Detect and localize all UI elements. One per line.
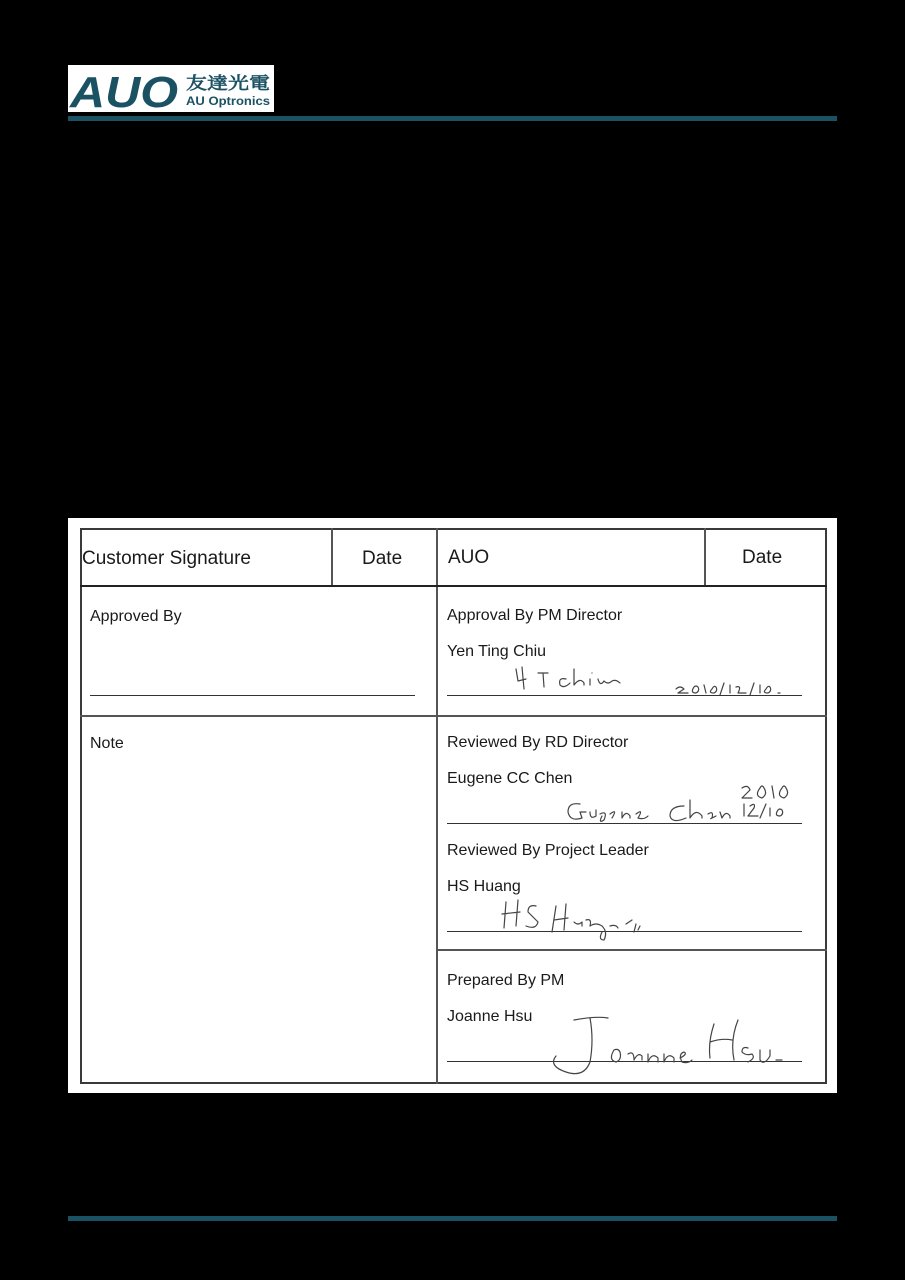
note-label: Note — [90, 735, 124, 752]
approved-by-label: Approved By — [90, 608, 182, 625]
signature-joanne-hsu — [538, 1010, 818, 1080]
signature-form — [68, 518, 837, 1093]
logo-brand: AUO — [68, 68, 178, 112]
header-row-border — [80, 585, 827, 587]
header-rule — [68, 116, 837, 121]
approval-name: Yen Ting Chiu — [447, 643, 547, 660]
customer-date-header: Date — [362, 548, 403, 569]
approval-role: Approval By PM Director — [447, 607, 623, 624]
approval-role: Reviewed By Project Leader — [447, 842, 649, 859]
approval-name: HS Huang — [447, 878, 521, 895]
approval-name: Eugene CC Chen — [447, 770, 573, 787]
signature-eugene-chen — [498, 776, 808, 826]
footer-rule — [68, 1216, 837, 1221]
approval-role: Reviewed By RD Director — [447, 734, 629, 751]
approval-signature-line — [447, 695, 802, 696]
reviewer-row-border — [437, 949, 827, 951]
signature-yen-ting-chiu — [508, 663, 808, 695]
customer-signature-header: Customer Signature — [82, 548, 251, 569]
approved-row-border — [80, 715, 827, 717]
auo-date-header: Date — [742, 547, 783, 568]
auo-logo — [68, 65, 274, 112]
logo-english-name: AU Optronics — [186, 94, 271, 108]
signature-hs-huang — [498, 896, 748, 941]
auo-header: AUO — [448, 547, 490, 568]
customer-signature-line — [90, 695, 415, 696]
auo-date-divider — [704, 528, 706, 586]
customer-date-divider — [331, 528, 333, 586]
approval-name: Joanne Hsu — [447, 1008, 533, 1025]
logo-chinese-name: 友達光電 — [186, 74, 254, 94]
center-divider — [436, 528, 438, 1084]
approval-role: Prepared By PM — [447, 972, 565, 989]
